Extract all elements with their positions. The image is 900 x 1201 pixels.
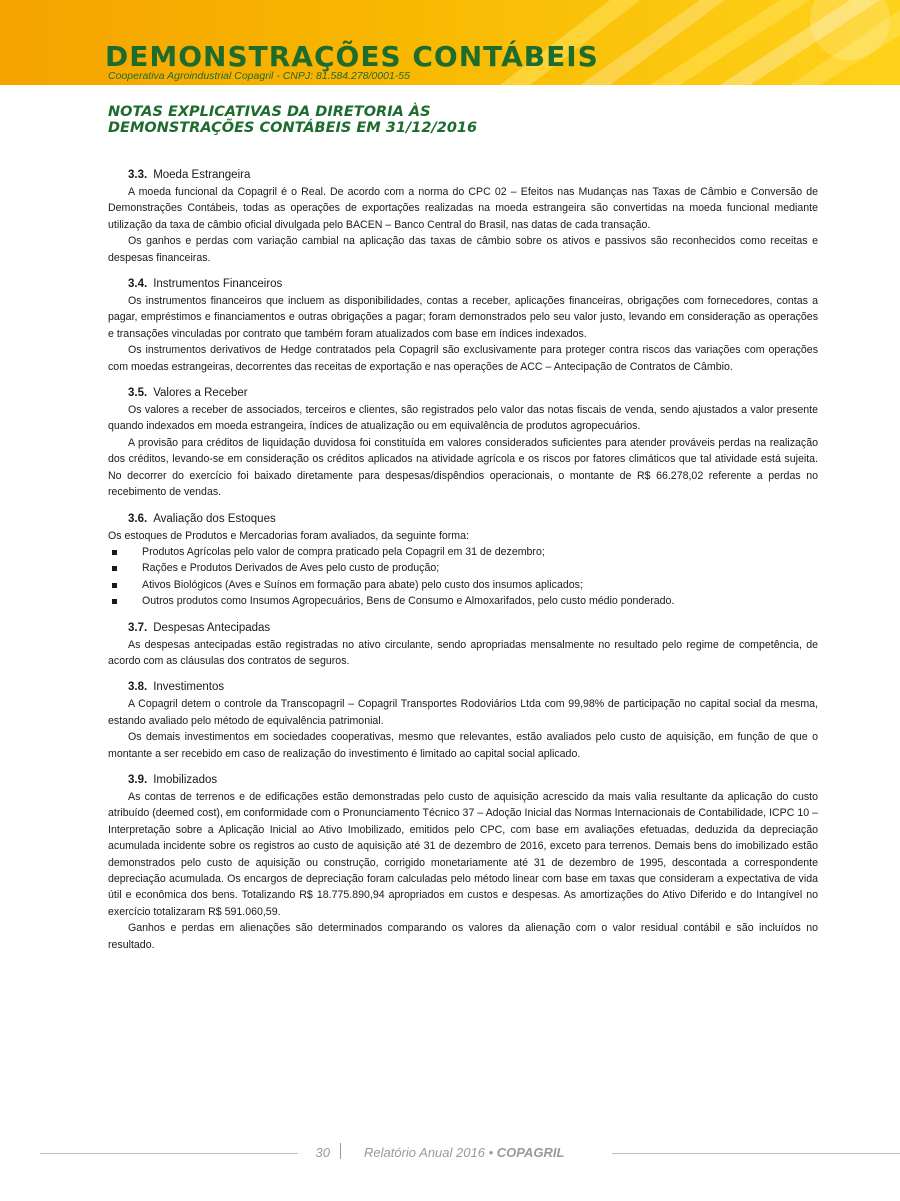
square-bullet-icon	[112, 583, 117, 588]
page-header-banner	[0, 0, 900, 85]
list-item	[108, 560, 818, 576]
page-footer	[0, 1143, 900, 1163]
note-title: Instrumentos Financeiros	[153, 278, 283, 291]
list-item	[108, 544, 818, 560]
section-heading-line2: DEMONSTRAÇÕES CONTÁBEIS EM 31/12/2016	[108, 120, 478, 136]
note-paragraph: Os instrumentos derivativos de Hedge contratados pela Copagril são exclusivamente para proteger contra riscos das variações com operações com moedas estrangeiras, decorrentes das receitas de exportação e nas operações de ACC – Antecipação de Contratos de Câmbio.	[108, 344, 818, 373]
list-item-text: Ativos Biológicos (Aves e Suínos em formação para abate) pelo custo dos insumos aplicados;	[142, 578, 583, 591]
footer-brand: COPAGRIL	[496, 1145, 565, 1160]
section-heading-line1: NOTAS EXPLICATIVAS DA DIRETORIA ÀS	[108, 104, 431, 120]
note-paragraph: As contas de terrenos e de edificações estão demonstradas pelo custo de aquisição acrescido da mais valia resultante da aplicação do custo atribuído (deemed cost), em conformidade com o Pronunciamento Técnico 37 – Adoção Inicial das Normas Internacionais de Contabilidade, ICPC 10 – Interpretação sobre a Aplicação Inicial ao Ativo Imobilizado, emitidos pelo CPC, com base em avaliações efetuadas, deduzida da depreciação acumulada incidente sobre os registros ao custo de aquisição até 31 de dezembro de 2016, exceto para terrenos. Demais bens do imobilizado estão demonstrados pelo custo de aquisição ou construção, corrigido monetariamente até 31 de dezembro de 1995, descontada a correspondente depreciação acumulada. Os encargos de depreciação foram calculadas pelo método linear com base em taxas que consideram a expectativa de vida útil e econômica dos bens. Totalizando R$ 18.775.890,94 apropriados em custos e despesas. As amortizações do Ativo Diferido e do Intangível no exercício totalizaram R$ 591.060,59.	[108, 790, 818, 918]
stock-valuation-list	[108, 544, 818, 610]
note-number: 3.4.	[128, 278, 148, 291]
list-item-text: Produtos Agrícolas pelo valor de compra praticado pela Copagril em 31 de dezembro;	[142, 545, 545, 558]
note-heading-3-6	[128, 511, 818, 527]
company-subtitle: Cooperativa Agroindustrial Copagril - CNPJ: 81.584.278/0001-55	[108, 70, 410, 82]
note-paragraph: A moeda funcional da Copagril é o Real. De acordo com a norma do CPC 02 – Efeitos nas Mudanças nas Taxas de Câmbio e Conversão de Demonstrações Contábeis, todas as operações de exportações realizadas na moeda estrangeira são convertidas na moeda funcional mediante utilização da taxa de câmbio oficial divulgada pelo BACEN – Banco Central do Brasil, nas datas de cada transação.	[108, 186, 818, 231]
note-heading-3-5	[128, 385, 818, 401]
footer-separator	[340, 1143, 341, 1159]
note-paragraph: A provisão para créditos de liquidação duvidosa foi constituída em valores considerados suficientes para atender prováveis perdas na realização dos créditos, levando-se em consideração os créditos aplicados na atividade agrícola e os riscos por fatores climáticos que tal atividade está sujeita. No decorrer do exercício foi baixado diretamente para despesas/dispêndios operacionais, o montante de R$ 66.278,02 referente a perdas no recebimento de vendas.	[108, 436, 818, 499]
note-number: 3.7.	[128, 621, 148, 634]
note-title: Valores a Receber	[153, 387, 248, 400]
note-heading-3-9	[128, 772, 818, 788]
list-item	[108, 577, 818, 593]
report-name: Relatório Anual 2016	[364, 1145, 485, 1160]
note-paragraph: As despesas antecipadas estão registradas no ativo circulante, sendo apropriadas mensalmente no resultado pelo regime de competência, de acordo com as cláusulas dos contratos de seguros.	[108, 638, 818, 667]
notes-content	[108, 167, 818, 953]
section-heading	[108, 104, 708, 136]
note-title: Avaliação dos Estoques	[153, 512, 276, 525]
page-number: 30	[315, 1145, 330, 1160]
note-title: Investimentos	[153, 681, 225, 694]
footer-bullet: •	[488, 1145, 494, 1160]
note-number: 3.5.	[128, 387, 148, 400]
square-bullet-icon	[112, 599, 117, 604]
note-paragraph: Os ganhos e perdas com variação cambial na aplicação das taxas de câmbio sobre os ativos e passivos são reconhecidos como receitas e despesas financeiras.	[108, 235, 818, 264]
note-number: 3.6.	[128, 512, 148, 525]
note-heading-3-3	[128, 167, 818, 183]
note-heading-3-8	[128, 679, 818, 695]
square-bullet-icon	[112, 550, 117, 555]
note-paragraph: Os valores a receber de associados, terceiros e clientes, são registrados pelo valor das notas fiscais de venda, sendo ajustados a valor presente quando indexados em moeda estrangeira, índices de atualização ou em equivalência de produtos agropecuários.	[108, 404, 818, 433]
note-paragraph: Os estoques de Produtos e Mercadorias foram avaliados, da seguinte forma:	[108, 529, 469, 542]
note-title: Imobilizados	[153, 773, 218, 786]
document-title: DEMONSTRAÇÕES CONTÁBEIS	[105, 40, 599, 73]
footer-report-title	[364, 1145, 564, 1160]
note-number: 3.9.	[128, 773, 148, 786]
list-item	[108, 593, 818, 609]
note-title: Moeda Estrangeira	[153, 169, 251, 181]
note-paragraph: Os instrumentos financeiros que incluem as disponibilidades, contas a receber, aplicações financeiras, obrigações com fornecedores, contas a pagar, empréstimos e financiamentos e outras obrigações a pagar; foram demonstrados pelo seu valor justo, levando em consideração as operações e transações vinculadas por contrato que também foram atualizados com base em índices indexados.	[108, 295, 818, 340]
note-number: 3.3.	[128, 169, 148, 181]
note-paragraph: A Copagril detem o controle da Transcopagril – Copagril Transportes Rodoviários Ltda com 99,98% de participação no capital social da mesma, estando avaliado pelo método de equivalência patrimonial.	[108, 698, 818, 727]
note-number: 3.8.	[128, 681, 148, 694]
note-title: Despesas Antecipadas	[153, 621, 271, 634]
list-item-text: Outros produtos como Insumos Agropecuários, Bens de Consumo e Almoxarifados, pelo custo médio ponderado.	[142, 595, 675, 608]
note-paragraph: Os demais investimentos em sociedades cooperativas, mesmo que relevantes, estão avaliados pelo custo de aquisição, em função de que o montante a ser recebido em caso de realização do investimento é limitado ao capital social aplicado.	[108, 731, 818, 760]
footer-divider-right	[612, 1153, 900, 1154]
footer-divider-left	[40, 1153, 298, 1154]
note-heading-3-7	[128, 620, 818, 636]
note-heading-3-4	[128, 276, 818, 292]
note-paragraph: Ganhos e perdas em alienações são determinados comparando os valores da alienação com o valor residual contábil e são incluídos no resultado.	[108, 922, 818, 951]
list-item-text: Rações e Produtos Derivados de Aves pelo custo de produção;	[142, 562, 440, 575]
square-bullet-icon	[112, 566, 117, 571]
